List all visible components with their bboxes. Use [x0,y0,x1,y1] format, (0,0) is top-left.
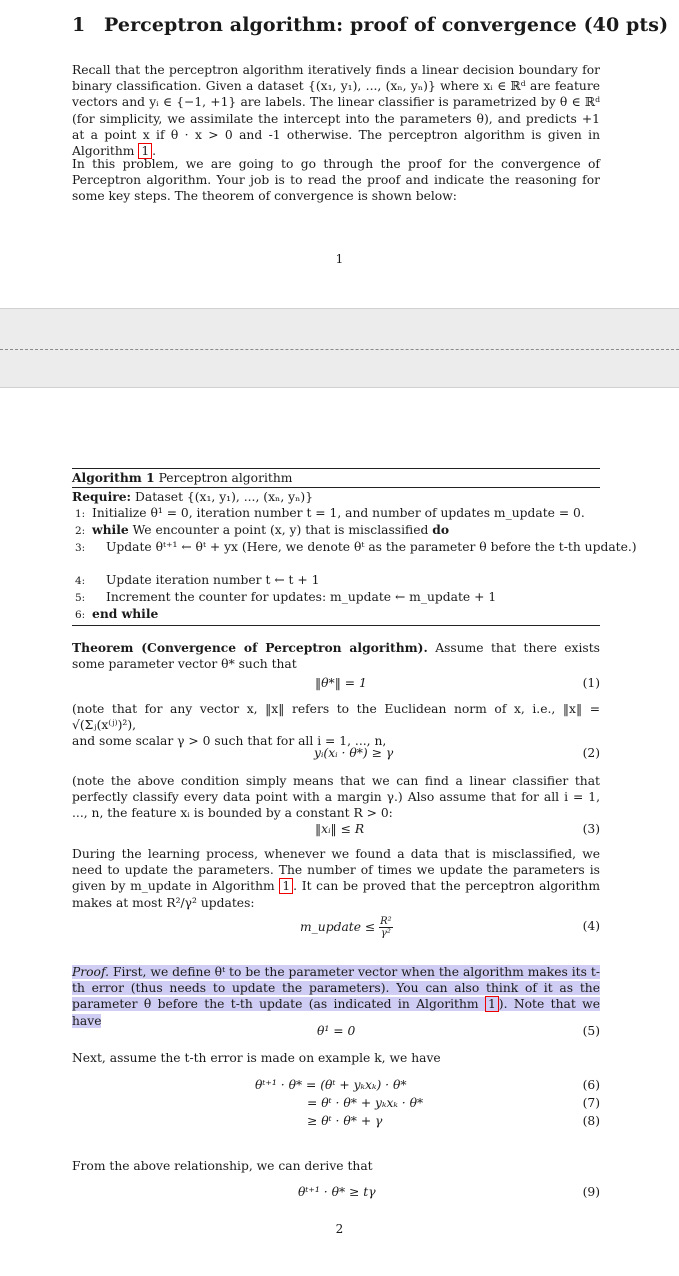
equation-4 [72,910,600,940]
theorem-statement [72,640,600,672]
algorithm-caption-label: Algorithm 1 [72,470,155,485]
algorithm-line-5 [72,589,600,606]
theorem-text-4b: . It can be proved that the perceptron algorithm makes at most R²/γ² updates: [72,879,600,910]
equation-4-tag: (4) [582,919,600,933]
equation-6 [72,1078,600,1096]
theorem-text-2b: and some scalar γ > 0 such that for all i = 1, ..., n, [72,734,387,749]
theorem-text-2a: (note that for any vector x, ‖x‖ refers to the Euclidean norm of x, i.e., ‖x‖ = √(Σⱼ(x⁽ʲ⁾)²), [72,702,600,733]
equation-8-body: ≥ θᵗ · θ* + γ [307,1114,383,1128]
page-gap [0,308,679,388]
line-text: Initialize θ¹ = 0, iteration number t = 1, and number of updates m_update = 0. [92,506,585,520]
equation-5-tag: (5) [582,1024,600,1038]
equation-9-tag: (9) [582,1185,600,1199]
line-number: 1: [75,508,86,520]
equation-1 [72,676,600,694]
proof-label: Proof. [72,965,109,979]
proof-paragraph-1[interactable] [72,964,600,1029]
section-title-text: Perceptron algorithm: proof of convergence (40 pts) [104,14,669,36]
equation-3-tag: (3) [582,822,600,836]
keyword-while: while [92,522,129,537]
theorem-text-1: Assume that there exists some parameter vector θ* such that [72,641,600,672]
algorithm-line-4 [72,572,600,589]
page-number-1: 1 [335,252,344,266]
line-text: Update θᵗ⁺¹ ← θᵗ + yx (Here, we denote θᵗ as the parameter θ before the t-th update.) [106,540,637,554]
algorithm-box [72,468,637,626]
keyword-end-while: end while [92,606,159,621]
require-label: Require: [72,489,132,504]
equation-5-body: θ¹ = 0 [317,1024,356,1038]
page-2 [0,388,679,1276]
page-1 [0,0,679,308]
proof-text-1-end: ). Note that we have [72,997,600,1028]
line-number: 5: [75,592,86,604]
equation-2-body: yᵢ(xᵢ · θ*) ≥ γ [314,746,394,760]
algorithm-ref-link[interactable]: 1 [279,878,293,894]
intro-paragraph-2: In this problem, we are going to go through the proof for the convergence of Perceptron algorithm. Your job is to read the proof and indicate the reasoning for some key steps. The theorem of convergence is shown below: [72,157,600,204]
equation-9 [72,1185,600,1203]
section-number: 1 [72,14,86,36]
intro-paragraph-1 [72,62,600,159]
equation-1-body: ‖θ*‖ = 1 [315,676,367,690]
intro-paragraph-1-end: . [152,144,157,159]
equation-9-body: θᵗ⁺¹ · θ* ≥ tγ [298,1185,376,1199]
page-break-line [0,349,679,350]
algorithm-require [72,489,600,505]
algorithm-caption [72,469,600,488]
highlighted-selection[interactable] [72,965,600,1028]
theorem-text-4a: During the learning process, whenever we found a data that is misclassified, we need to update the parameters. The number of times we update the parameters is given by m_update in Algorithm [72,847,600,894]
equation-7 [72,1096,600,1114]
algorithm-caption-text: Perceptron algorithm [158,471,293,485]
proof-text-3: From the above relationship, we can derive that [72,1159,373,1173]
fraction-denominator: γ² [380,928,391,939]
theorem-text-2 [72,701,600,750]
keyword-do: do [432,522,450,537]
line-number: 3: [75,542,86,554]
proof-text-2: Next, assume the t-th error is made on example k, we have [72,1051,441,1065]
equation-3 [72,822,600,840]
section-title [72,14,668,36]
require-text: Dataset {(x₁, y₁), ..., (xₙ, yₙ)} [135,490,314,504]
fraction [379,916,393,939]
equation-6-tag: (6) [582,1078,600,1092]
algorithm-line-2 [72,522,600,539]
equation-1-tag: (1) [582,676,600,690]
line-number: 6: [75,609,86,621]
algorithm-line-3 [72,539,637,556]
algorithm-line-6 [72,606,600,623]
equation-4-lhs: m_update ≤ [300,920,376,934]
algorithm-ref-link[interactable]: 1 [485,996,499,1012]
equation-7-body: = θᵗ · θ* + yₖxₖ · θ* [307,1096,424,1110]
theorem-title: Theorem (Convergence of Perceptron algorithm). [72,640,428,655]
proof-text-1: First, we define θᵗ to be the parameter vector when the algorithm makes its t-th error (thus needs to update the parameters). You can also think of it as the parameter θ before the t-th update (as indicated in Algorithm [72,965,600,1012]
equation-7-tag: (7) [582,1096,600,1110]
line-number: 4: [75,575,86,587]
equation-3-body: ‖xᵢ‖ ≤ R [315,822,365,836]
equation-4-body [300,916,393,939]
line-text: We encounter a point (x, y) that is misclassified [132,523,429,537]
intro-paragraph-1-text: Recall that the perceptron algorithm iteratively finds a linear decision boundary for binary classification. Given a dataset {(x₁, y₁), ..., (xₙ, yₙ)} where xᵢ ∈ ℝᵈ are feature vectors and yᵢ ∈ {−1, +1} are labels. The linear classifier is parametrized by θ ∈ ℝᵈ (for simplicity, we assimilate the intercept into the parameters θ), and predicts +1 at a point x if θ · x > 0 and -1 otherwise. The perceptron algorithm is given in Algorithm [72,63,600,159]
equation-6-body: θᵗ⁺¹ · θ* = (θᵗ + yₖxₖ) · θ* [255,1078,407,1092]
algorithm-line-1 [72,505,600,522]
equation-8 [72,1114,600,1132]
line-number: 2: [75,525,86,537]
line-text: Update iteration number t ← t + 1 [106,573,320,587]
line-text: Increment the counter for updates: m_update ← m_update + 1 [106,590,497,604]
equation-5 [72,1024,600,1042]
fraction-numerator: R² [380,916,392,927]
theorem-text-3: (note the above condition simply means that we can find a linear classifier that perfectly classify every data point with a margin γ.) Also assume that for all i = 1, ..., n, the feature xᵢ is bounded by a constant R > 0: [72,774,600,821]
theorem-text-4 [72,846,600,911]
algorithm-ref-link[interactable]: 1 [138,143,152,159]
equation-8-tag: (8) [582,1114,600,1128]
equation-2-tag: (2) [582,746,600,760]
equation-2 [72,746,600,764]
page-number-2: 2 [335,1222,344,1236]
